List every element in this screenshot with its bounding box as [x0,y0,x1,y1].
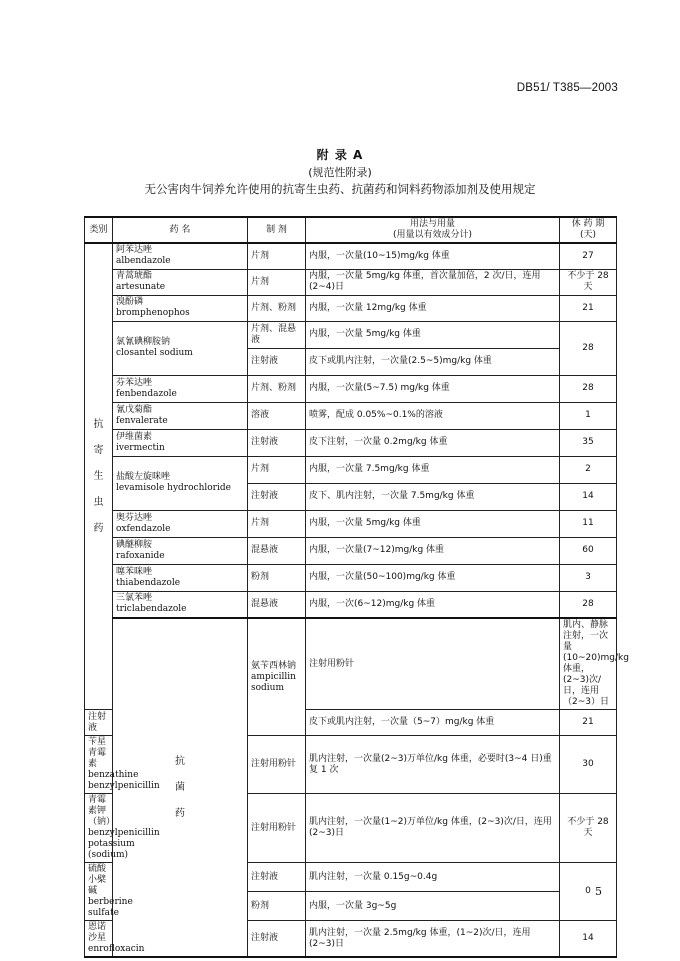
col-header-withdrawal-line2: (天) [579,230,597,240]
drug-form: 溶液 [248,402,306,429]
appendix-title: 无公害肉牛饲养允许使用的抗寄生虫药、抗菌药和饲料药物添加剂及使用规定 [144,182,536,196]
drug-usage: 肌内注射，一次量(1~2)万单位/kg 体重，(2~3)次/日，连用(2~3)日 [306,794,560,863]
drug-name: 碘醚柳胺 rafoxanide [113,537,248,564]
col-header-withdrawal-line1: 休 药 期 [571,219,605,229]
drug-form: 片剂 [248,243,306,269]
drug-usage: 肌内注射，一次量 0.15g~0.4g [306,863,560,892]
category-char: 虫 [93,496,104,508]
drug-usage: 内服，一次量 5mg/kg 体重 [306,510,560,537]
drug-name: 芬苯达唑 fenbendazole [113,375,248,402]
drug-form: 注射用粉针 [248,736,306,794]
appendix-headings [0,147,680,198]
withdrawal-period: 3 [560,564,617,591]
col-header-drug: 药 名 [113,217,248,243]
drug-name: 阿苯达唑 albendazole [113,243,248,269]
drug-form: 注射液 [248,429,306,456]
appendix-subtitle: (规范性附录) [308,166,372,179]
drug-usage: 皮下、肌内注射，一次量 7.5mg/kg 体重 [306,483,560,510]
withdrawal-period: 1 [560,402,617,429]
col-header-withdrawal [560,217,617,243]
category-char: 生 [93,470,104,482]
table-row [85,564,617,591]
drug-name: 氰戊菊酯 fenvalerate [113,402,248,429]
drug-form: 注射用粉针 [248,794,306,863]
drug-name: 青蒿琥酯 artesunate [113,269,248,295]
drug-usage: 皮下注射，一次量 0.2mg/kg 体重 [306,429,560,456]
drug-form: 片剂、粉剂 [248,295,306,321]
appendix-label: 附 录 A [316,148,364,162]
drug-usage: 内服，一次量 5mg/kg 体重，首次量加倍，2 次/日，连用(2~4)日 [306,269,560,295]
table-row [85,510,617,537]
withdrawal-period: 14 [560,483,617,510]
drug-name: 青霉素钾（钠） benzylpenicillin potassium (sodium) [85,794,113,863]
drug-form: 注射液 [248,348,306,375]
withdrawal-period: 不少于 28 天 [560,269,617,295]
table-row [85,591,617,618]
drug-name: 硫酸小檗碱 berberine sulfate [85,863,113,921]
drug-usage: 皮下或肌内注射，一次量(2.5~5)mg/kg 体重 [306,348,560,375]
category-char: 抗 [175,755,185,767]
drug-form: 注射液 [248,863,306,892]
drug-usage: 肌内注射，一次量 2.5mg/kg 体重，(1~2)次/日，连用(2~3)日 [306,921,560,958]
table-row [85,456,617,483]
withdrawal-period: 28 [560,375,617,402]
table-row [85,269,617,295]
drug-form: 片剂 [248,269,306,295]
drug-form: 片剂 [248,510,306,537]
drug-form: 注射液 [85,710,113,736]
drug-name: 三氯苯唑 triclabendazole [113,591,248,618]
table-row [85,402,617,429]
drug-name: 溴酚磷 bromphenophos [113,295,248,321]
withdrawal-period: 35 [560,429,617,456]
withdrawal-period: 14 [560,921,617,958]
drug-name: 盐酸左旋咪唑 levamisole hydrochloride [113,456,248,510]
standard-code: DB51/ T385—2003 [516,82,618,94]
withdrawal-period: 0 [560,863,617,921]
withdrawal-period: 28 [560,321,617,375]
col-header-form: 制 剂 [248,217,306,243]
withdrawal-period: 不少于 28 天 [560,794,617,863]
category-char: 药 [93,522,104,534]
drug-regulation-table [84,216,629,958]
drug-usage: 内服，一次量 7.5mg/kg 体重 [306,456,560,483]
table-row [85,375,617,402]
withdrawal-period: 21 [560,710,617,736]
page-number: 5 [595,885,602,898]
withdrawal-period: 21 [560,295,617,321]
drug-form: 混悬液 [248,537,306,564]
drug-form: 混悬液 [248,591,306,618]
drug-form: 粉剂 [248,892,306,921]
drug-usage: 内服，一次量(50~100)mg/kg 体重 [306,564,560,591]
drug-name: 伊维菌素 ivermectin [113,429,248,456]
drug-usage: 内服，一次量 5mg/kg 体重 [306,321,560,348]
withdrawal-period: 60 [560,537,617,564]
col-header-usage [306,217,560,243]
col-header-usage-line2: (用量以有效成分计) [392,230,473,240]
drug-usage: 内服，一次量 12mg/kg 体重 [306,295,560,321]
drug-form: 片剂、粉剂 [248,375,306,402]
withdrawal-period: 30 [560,736,617,794]
drug-usage: 内服，一次(6~12)mg/kg 体重 [306,591,560,618]
category-char: 寄 [93,444,104,456]
drug-form: 注射液 [248,921,306,958]
drug-usage: 肌内、静脉注射，一次量(10~20)mg/kg 体重，(2~3)次/日，连用（2~3）日 [560,618,617,710]
withdrawal-period: 2 [560,456,617,483]
drug-usage: 内服，一次量(10~15)mg/kg 体重 [306,243,560,269]
col-header-category: 类别 [85,217,113,243]
drug-name: 氨苄西林钠 ampicillin sodium [248,618,306,736]
withdrawal-period: 28 [560,591,617,618]
drug-usage: 内服，一次量 3g~5g [306,892,560,921]
drug-usage: 肌内注射，一次量(2~3)万单位/kg 体重，必要时(3~4 日)重复 1 次 [306,736,560,794]
table-row [85,295,617,321]
table-row [85,537,617,564]
category-char: 菌 [175,781,185,793]
drug-name: 奥芬达唑 oxfendazole [113,510,248,537]
drug-usage: 皮下或肌内注射，一次量（5~7）mg/kg 体重 [306,710,560,736]
category-char: 抗 [93,418,104,430]
drug-form: 片剂 [248,456,306,483]
drug-usage: 喷雾，配成 0.05%~0.1%的溶液 [306,402,560,429]
withdrawal-period: 11 [560,510,617,537]
drug-name: 噻苯咪唑 thiabendazole [113,564,248,591]
drug-usage: 内服，一次量(7~12)mg/kg 体重 [306,537,560,564]
drug-form: 粉剂 [248,564,306,591]
category-char: 药 [175,807,185,819]
table-row [85,321,617,348]
category-antiparasitic [85,243,113,710]
drug-name: 恩诺沙星 enrofloxacin [85,921,113,958]
table-row [85,618,617,710]
drug-form: 注射用粉针 [306,618,560,710]
withdrawal-period: 27 [560,243,617,269]
drug-form: 注射液 [248,483,306,510]
table-row [85,429,617,456]
drug-name: 苄星青霉素 benzathine benzylpenicillin [85,736,113,794]
drug-name: 氯氰碘柳胺钠 closantel sodium [113,321,248,375]
col-header-usage-line1: 用法与用量 [409,219,455,229]
drug-usage: 内服，一次量(5~7.5) mg/kg 体重 [306,375,560,402]
table-header-row [85,217,617,243]
drug-form: 片剂、混悬液 [248,321,306,348]
table-row [85,243,617,269]
